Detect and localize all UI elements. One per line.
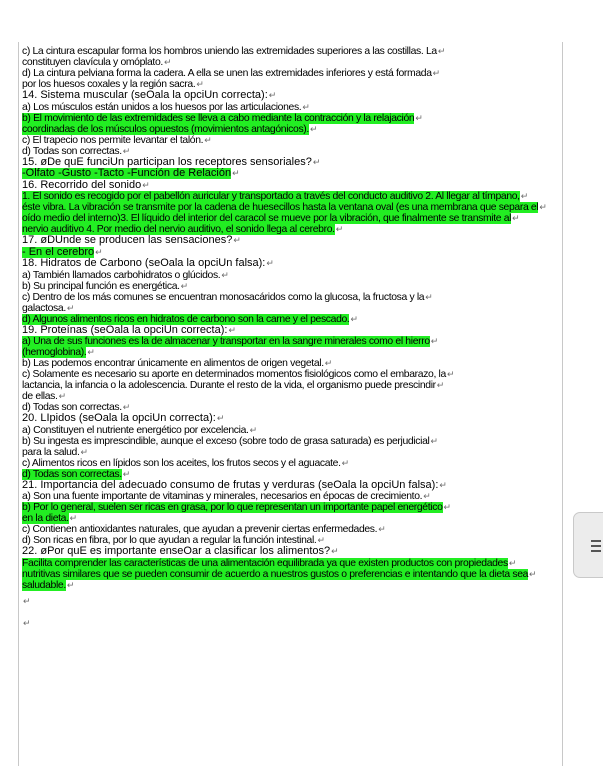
highlighted-text: - En el cerebro	[22, 246, 95, 258]
text-line	[22, 402, 562, 413]
empty-paragraph	[22, 613, 562, 635]
text-line	[22, 213, 562, 224]
text-line	[22, 513, 562, 524]
paragraph-mark-icon: ↵	[204, 134, 212, 145]
text-segment: 22. øPor quÈ es importante enseÒar a clasificar los alimentos?	[22, 546, 331, 557]
text-segment: c) Alimentos ricos en lípidos son los aceites, los frutos secos y el aguacate.	[22, 457, 341, 469]
paragraph-mark-icon: ↵	[443, 502, 451, 512]
highlighted-text: Facilita comprender las características de una alimentación equilibrada ya que existen productos con propiedades	[22, 557, 508, 569]
paragraph-mark-icon: ↵	[228, 324, 236, 335]
text-line	[22, 124, 562, 135]
paragraph-mark-icon: ↵	[180, 280, 188, 291]
highlighted-text: (hemoglobina).	[22, 347, 87, 358]
paragraph-mark-icon: ↵	[437, 46, 446, 56]
text-line	[22, 102, 562, 113]
text-line	[22, 369, 562, 380]
text-segment: a) Constituyen el nutriente energético por excelencia.	[22, 424, 249, 436]
document-body[interactable]	[22, 46, 562, 635]
text-line	[22, 303, 562, 314]
paragraph-mark-icon: ↵	[436, 380, 444, 390]
text-segment: a) Son una fuente importante de vitaminas y minerales, necesarios en épocas de crecimiento.	[22, 491, 423, 502]
paragraph-mark-icon: ↵	[378, 524, 386, 534]
highlighted-text: saludable.	[22, 579, 66, 591]
paragraph-mark-icon: ↵	[335, 224, 343, 234]
side-panel-handle[interactable]	[573, 512, 603, 578]
text-segment: 14. Sistema muscular (seÒala la opciÛn correcta):	[22, 90, 268, 101]
text-line	[22, 580, 562, 591]
text-line	[22, 535, 562, 546]
highlighted-text: en la dieta.	[22, 513, 69, 524]
text-segment: d) La cintura pelviana forma la cadera. A ella se unen las extremidades inferiores y está formada	[22, 68, 432, 79]
highlighted-text: éste vibra. La vibración se transmite por la cadena de huesecillos hasta la ventana oval (es una membrana que separa el	[22, 202, 539, 213]
paragraph-mark-icon: ↵	[80, 446, 88, 457]
heading-line	[22, 180, 562, 192]
highlighted-text: coordinadas de los músculos opuestos (movimientos antagónicos).	[22, 123, 309, 135]
text-line	[22, 436, 562, 447]
text-line	[22, 336, 562, 347]
paragraph-mark-icon: ↵	[520, 191, 528, 201]
highlighted-text: -Olfato -Gusto -Tacto -Función de Relación	[22, 168, 232, 179]
paragraph-mark-icon: ↵	[58, 391, 66, 401]
highlighted-text: a) Una de sus funciones es la de almacenar y transportar en la sangre minerales como el hierro	[22, 336, 430, 347]
highlighted-text: d) Todas son correctas.	[22, 468, 122, 480]
paragraph-mark-icon: ↵	[539, 202, 547, 212]
paragraph-mark-icon: ↵	[415, 112, 423, 123]
paragraph-mark-icon: ↵	[122, 402, 130, 412]
heading-line	[22, 235, 562, 247]
empty-paragraph	[22, 591, 562, 613]
heading-line	[22, 480, 562, 492]
text-line	[22, 292, 562, 303]
text-line	[22, 270, 562, 281]
paragraph-mark-icon: ↵	[232, 168, 240, 178]
text-line	[22, 524, 562, 535]
text-line	[22, 314, 562, 325]
paragraph-mark-icon: ↵	[439, 479, 447, 490]
text-line	[22, 558, 562, 569]
paragraph-mark-icon: ↵	[216, 413, 225, 423]
text-line	[22, 224, 562, 235]
paragraph-mark-icon: ↵	[122, 468, 130, 479]
heading-line	[22, 413, 562, 425]
paragraph-mark-icon: ↵	[302, 101, 310, 112]
highlighted-text: nervio auditivo 4. Por medio del nervio auditivo, el sonido llega al cerebro.	[22, 224, 335, 235]
paragraph-mark-icon: ↵	[317, 535, 325, 545]
paragraph-mark-icon: ↵	[69, 513, 77, 523]
paragraph-mark-icon: ↵	[430, 435, 438, 446]
text-line	[22, 358, 562, 369]
text-segment: 20. LÌpidos (seÒala la opciÛn correcta):	[22, 413, 216, 424]
paragraph-mark-icon: ↵	[66, 579, 75, 590]
paragraph-mark-icon: ↵	[529, 568, 537, 579]
text-line	[22, 135, 562, 146]
paragraph-mark-icon: ↵	[312, 156, 321, 167]
text-segment: a) Los músculos están unidos a los huesos por las articulaciones.	[22, 101, 302, 113]
paragraph-mark-icon: ↵	[350, 313, 358, 324]
text-line	[22, 569, 562, 580]
text-segment: c) Dentro de los más comunes se encuentran monosacáridos como la glucosa, la fructosa y la	[22, 291, 425, 303]
text-segment: c) Solamente es necesario su aporte en determinados momentos fisiológicos como el embarazo, la	[22, 369, 446, 380]
paragraph-mark-icon: ↵	[508, 557, 517, 568]
text-line	[22, 502, 562, 513]
text-segment: c) La cintura escapular forma los hombros uniendo las extremidades superiores a las costillas. La	[22, 46, 437, 57]
text-segment: b) Su ingesta es imprescindible, aunque el exceso (sobre todo de grasa saturada) es perjudicial	[22, 435, 430, 447]
text-line	[22, 79, 562, 90]
text-segment: 17. øDÛnde se producen las sensaciones?	[22, 235, 233, 246]
paragraph-mark-icon: ↵	[95, 246, 103, 257]
text-line	[22, 113, 562, 124]
text-segment: 18. Hidratos de Carbono (seÒala la opciÛn falsa):	[22, 258, 266, 269]
paragraph-mark-icon: ↵	[221, 269, 229, 280]
paragraph-mark-icon: ↵	[249, 424, 257, 435]
paragraph-mark-icon: ↵	[341, 457, 349, 468]
text-line	[22, 347, 562, 358]
text-line	[22, 491, 562, 502]
paragraph-mark-icon: ↵	[309, 123, 318, 134]
paragraph-mark-icon: ↵	[163, 57, 172, 67]
text-segment: de ellas.	[22, 391, 58, 402]
heading-line	[22, 247, 562, 259]
paragraph-mark-icon: ↵	[66, 302, 75, 313]
paragraph-mark-icon: ↵	[432, 68, 440, 78]
text-segment: 19. Proteínas (seÒala la opciÛn correcta):	[22, 324, 228, 336]
paragraph-mark-icon: ↵	[266, 258, 274, 268]
text-line	[22, 202, 562, 213]
text-segment: 16. Recorrido del sonido	[22, 179, 142, 191]
text-segment: 21. Importancia del adecuado consumo de frutas y verduras (seÒala la opciÛn falsa):	[22, 479, 439, 491]
highlighted-text: b) El movimiento de las extremidades se lleva a cabo mediante la contracción y la relajación	[22, 112, 415, 124]
text-line	[22, 458, 562, 469]
heading-line	[22, 90, 562, 102]
paragraph-mark-icon: ↵	[268, 90, 277, 100]
highlighted-text: 1. El sonido es recogido por el pabellón auricular y transportado a través del conducto auditivo 2. Al llegar al tímpano,	[22, 191, 520, 202]
text-segment: 15. øDe quÈ funciÛn participan los receptores sensoriales?	[22, 156, 312, 168]
highlighted-text: d) Algunos alimentos ricos en hidratos de carbono son la carne y el pescado.	[22, 313, 350, 325]
text-line	[22, 425, 562, 436]
highlighted-text: nutritivas similares que se pueden consumir de acuerdo a nuestros gustos o preferencias e intentando que la dieta sea	[22, 568, 529, 580]
text-line	[22, 46, 562, 57]
text-segment: lactancia, la infancia o la adolescencia. Durante el resto de la vida, el organismo puede prescindir	[22, 380, 436, 391]
paragraph-mark-icon: ↵	[446, 369, 455, 379]
text-segment: por los huesos coxales y la región sacra.	[22, 79, 196, 90]
highlighted-text: oído medio del interno)3. El líquido del interior del caracol se mueve por la vibración, que finalmente se transmite al	[22, 213, 512, 224]
paragraph-mark-icon: ↵	[233, 235, 241, 245]
heading-line	[22, 168, 562, 180]
text-segment: c) El trapecio nos permite levantar el talón.	[22, 134, 204, 146]
text-line	[22, 380, 562, 391]
paragraph-mark-icon: ↵	[87, 347, 95, 357]
text-segment: b) Las podemos encontrar únicamente en alimentos de origen vegetal.	[22, 358, 324, 369]
text-segment: constituyen clavícula y omóplato.	[22, 57, 163, 68]
text-line	[22, 191, 562, 202]
text-line	[22, 391, 562, 402]
text-segment: b) Su principal función es energética.	[22, 280, 180, 292]
paragraph-mark-icon: ↵	[324, 358, 332, 368]
heading-line	[22, 546, 562, 558]
paragraph-mark-icon: ↵	[142, 179, 150, 190]
paragraph-mark-icon: ↵	[430, 336, 438, 346]
text-line	[22, 447, 562, 458]
text-segment: d) Todas son correctas.	[22, 145, 122, 157]
text-line	[22, 281, 562, 292]
heading-line	[22, 258, 562, 270]
paragraph-mark-icon: ↵	[331, 546, 339, 556]
paragraph-mark-icon: ↵	[512, 213, 520, 223]
text-segment: galactosa.	[22, 302, 66, 314]
heading-line	[22, 157, 562, 169]
text-segment: d) Todas son correctas.	[22, 402, 122, 413]
text-segment: c) Contienen antioxidantes naturales, que ayudan a prevenir ciertas enfermedades.	[22, 524, 378, 535]
text-line	[22, 57, 562, 68]
menu-icon	[591, 540, 601, 555]
heading-line	[22, 325, 562, 337]
highlighted-text: b) Por lo general, suelen ser ricas en grasa, por lo que representan un importante papel energético	[22, 502, 443, 513]
text-line	[22, 146, 562, 157]
text-line	[22, 68, 562, 79]
text-segment: d) Son ricas en fibra, por lo que ayudan a regular la función intestinal.	[22, 535, 317, 546]
text-line	[22, 469, 562, 480]
text-segment: a) También llamados carbohidratos o glúcidos.	[22, 269, 221, 281]
text-segment: para la salud.	[22, 446, 80, 458]
paragraph-mark-icon: ↵	[423, 491, 431, 501]
paragraph-mark-icon: ↵	[122, 145, 130, 156]
paragraph-mark-icon: ↵	[23, 595, 31, 606]
paragraph-mark-icon: ↵	[425, 291, 433, 302]
paragraph-mark-icon: ↵	[196, 79, 204, 89]
paragraph-mark-icon: ↵	[23, 617, 31, 628]
